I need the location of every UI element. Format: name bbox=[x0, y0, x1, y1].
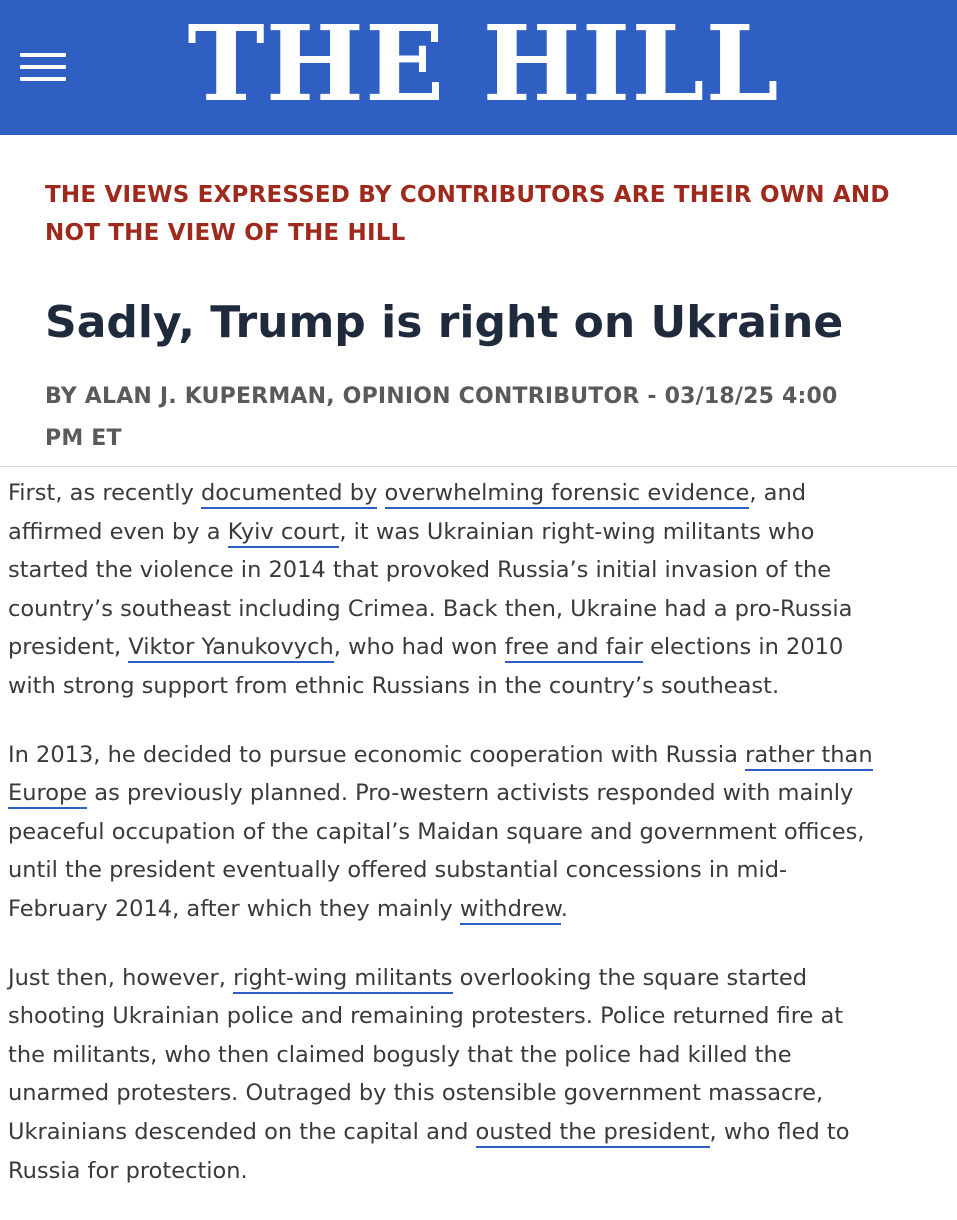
text-segment bbox=[377, 480, 384, 506]
paragraph-line bbox=[8, 551, 957, 590]
paragraph-line bbox=[8, 590, 957, 629]
article-title: Sadly, Trump is right on Ukraine bbox=[45, 297, 844, 348]
text-segment: . bbox=[560, 895, 568, 922]
text-segment: Russia for protection. bbox=[8, 1157, 248, 1184]
inline-link[interactable]: withdrew bbox=[460, 896, 561, 925]
text-segment: elections in 2010 bbox=[642, 634, 844, 661]
contributor-disclaimer bbox=[45, 176, 925, 252]
article-paragraph bbox=[8, 736, 957, 929]
text-segment: In 2013, he decided to pursue economic cooperation with Russia bbox=[8, 741, 746, 768]
inline-link[interactable]: Viktor Yanukovych bbox=[128, 634, 333, 663]
text-segment: the militants, who then claimed bogusly that the police had killed the bbox=[8, 1041, 792, 1068]
text-segment: peaceful occupation of the capital’s Maidan square and government offices, bbox=[8, 818, 865, 845]
text-segment: , it was Ukrainian right-wing militants who bbox=[339, 518, 815, 545]
paragraph-line bbox=[8, 890, 957, 929]
text-segment: Ukrainians descended on the capital and bbox=[8, 1118, 476, 1145]
paragraph-line bbox=[8, 851, 957, 890]
inline-link[interactable]: ousted the president bbox=[476, 1119, 710, 1148]
article-paragraph bbox=[8, 959, 957, 1191]
text-segment: president, bbox=[8, 634, 129, 661]
paragraph-line bbox=[8, 774, 957, 813]
article-paragraph bbox=[8, 474, 957, 706]
text-segment: , and bbox=[749, 480, 806, 506]
text-segment: country’s southeast including Crimea. Back then, Ukraine had a pro-Russia bbox=[8, 595, 853, 622]
inline-link[interactable]: free and fair bbox=[505, 634, 643, 663]
paragraph-line bbox=[8, 1036, 957, 1075]
disclaimer-line-2: NOT THE VIEW OF THE HILL bbox=[45, 220, 406, 246]
text-segment: as previously planned. Pro-western activists responded with mainly bbox=[87, 780, 854, 807]
site-header bbox=[0, 0, 957, 135]
paragraph-line bbox=[8, 513, 957, 552]
text-segment: overlooking the square started bbox=[452, 964, 807, 991]
text-segment: with strong support from ethnic Russians in the country’s southeast. bbox=[8, 672, 780, 699]
text-segment: shooting Ukrainian police and remaining protesters. Police returned fire at bbox=[8, 1003, 844, 1030]
paragraph-line bbox=[8, 813, 957, 852]
text-segment: , who had won bbox=[333, 634, 505, 661]
inline-link[interactable]: Europe bbox=[8, 780, 87, 809]
text-segment: until the president eventually offered substantial concessions in mid- bbox=[8, 857, 788, 884]
byline-line-2: PM ET bbox=[45, 426, 122, 451]
text-segment: affirmed even by a bbox=[8, 518, 228, 545]
paragraph-line bbox=[8, 628, 957, 667]
header-divider bbox=[0, 466, 957, 467]
paragraph-line bbox=[8, 959, 957, 998]
paragraph-line bbox=[8, 997, 957, 1036]
text-segment: , who fled to bbox=[709, 1118, 850, 1145]
site-logo[interactable]: THE HILL bbox=[187, 2, 780, 125]
paragraph-line bbox=[8, 1152, 957, 1191]
inline-link[interactable]: right-wing militants bbox=[233, 965, 452, 994]
inline-link[interactable]: rather than bbox=[745, 742, 873, 771]
paragraph-line bbox=[8, 1074, 957, 1113]
byline-line-1: BY ALAN J. KUPERMAN, OPINION CONTRIBUTOR - 03/18/25 4:00 bbox=[45, 384, 838, 409]
article-byline bbox=[45, 376, 925, 460]
text-segment: February 2014, after which they mainly bbox=[8, 895, 460, 922]
paragraph-line bbox=[8, 1113, 957, 1152]
text-segment: Just then, however, bbox=[8, 964, 234, 991]
text-segment: unarmed protesters. Outraged by this ostensible government massacre, bbox=[8, 1080, 824, 1107]
paragraph-line bbox=[8, 474, 957, 513]
text-segment: started the violence in 2014 that provoked Russia’s initial invasion of the bbox=[8, 557, 832, 584]
article-body bbox=[8, 474, 957, 1220]
paragraph-line bbox=[8, 667, 957, 706]
inline-link[interactable]: documented by bbox=[201, 480, 377, 509]
inline-link[interactable]: Kyiv court bbox=[228, 519, 340, 548]
disclaimer-line-1: THE VIEWS EXPRESSED BY CONTRIBUTORS ARE THEIR OWN AND bbox=[45, 182, 890, 208]
inline-link[interactable]: overwhelming forensic evidence bbox=[385, 480, 750, 509]
text-segment: First, as recently bbox=[8, 480, 201, 506]
paragraph-line bbox=[8, 736, 957, 775]
